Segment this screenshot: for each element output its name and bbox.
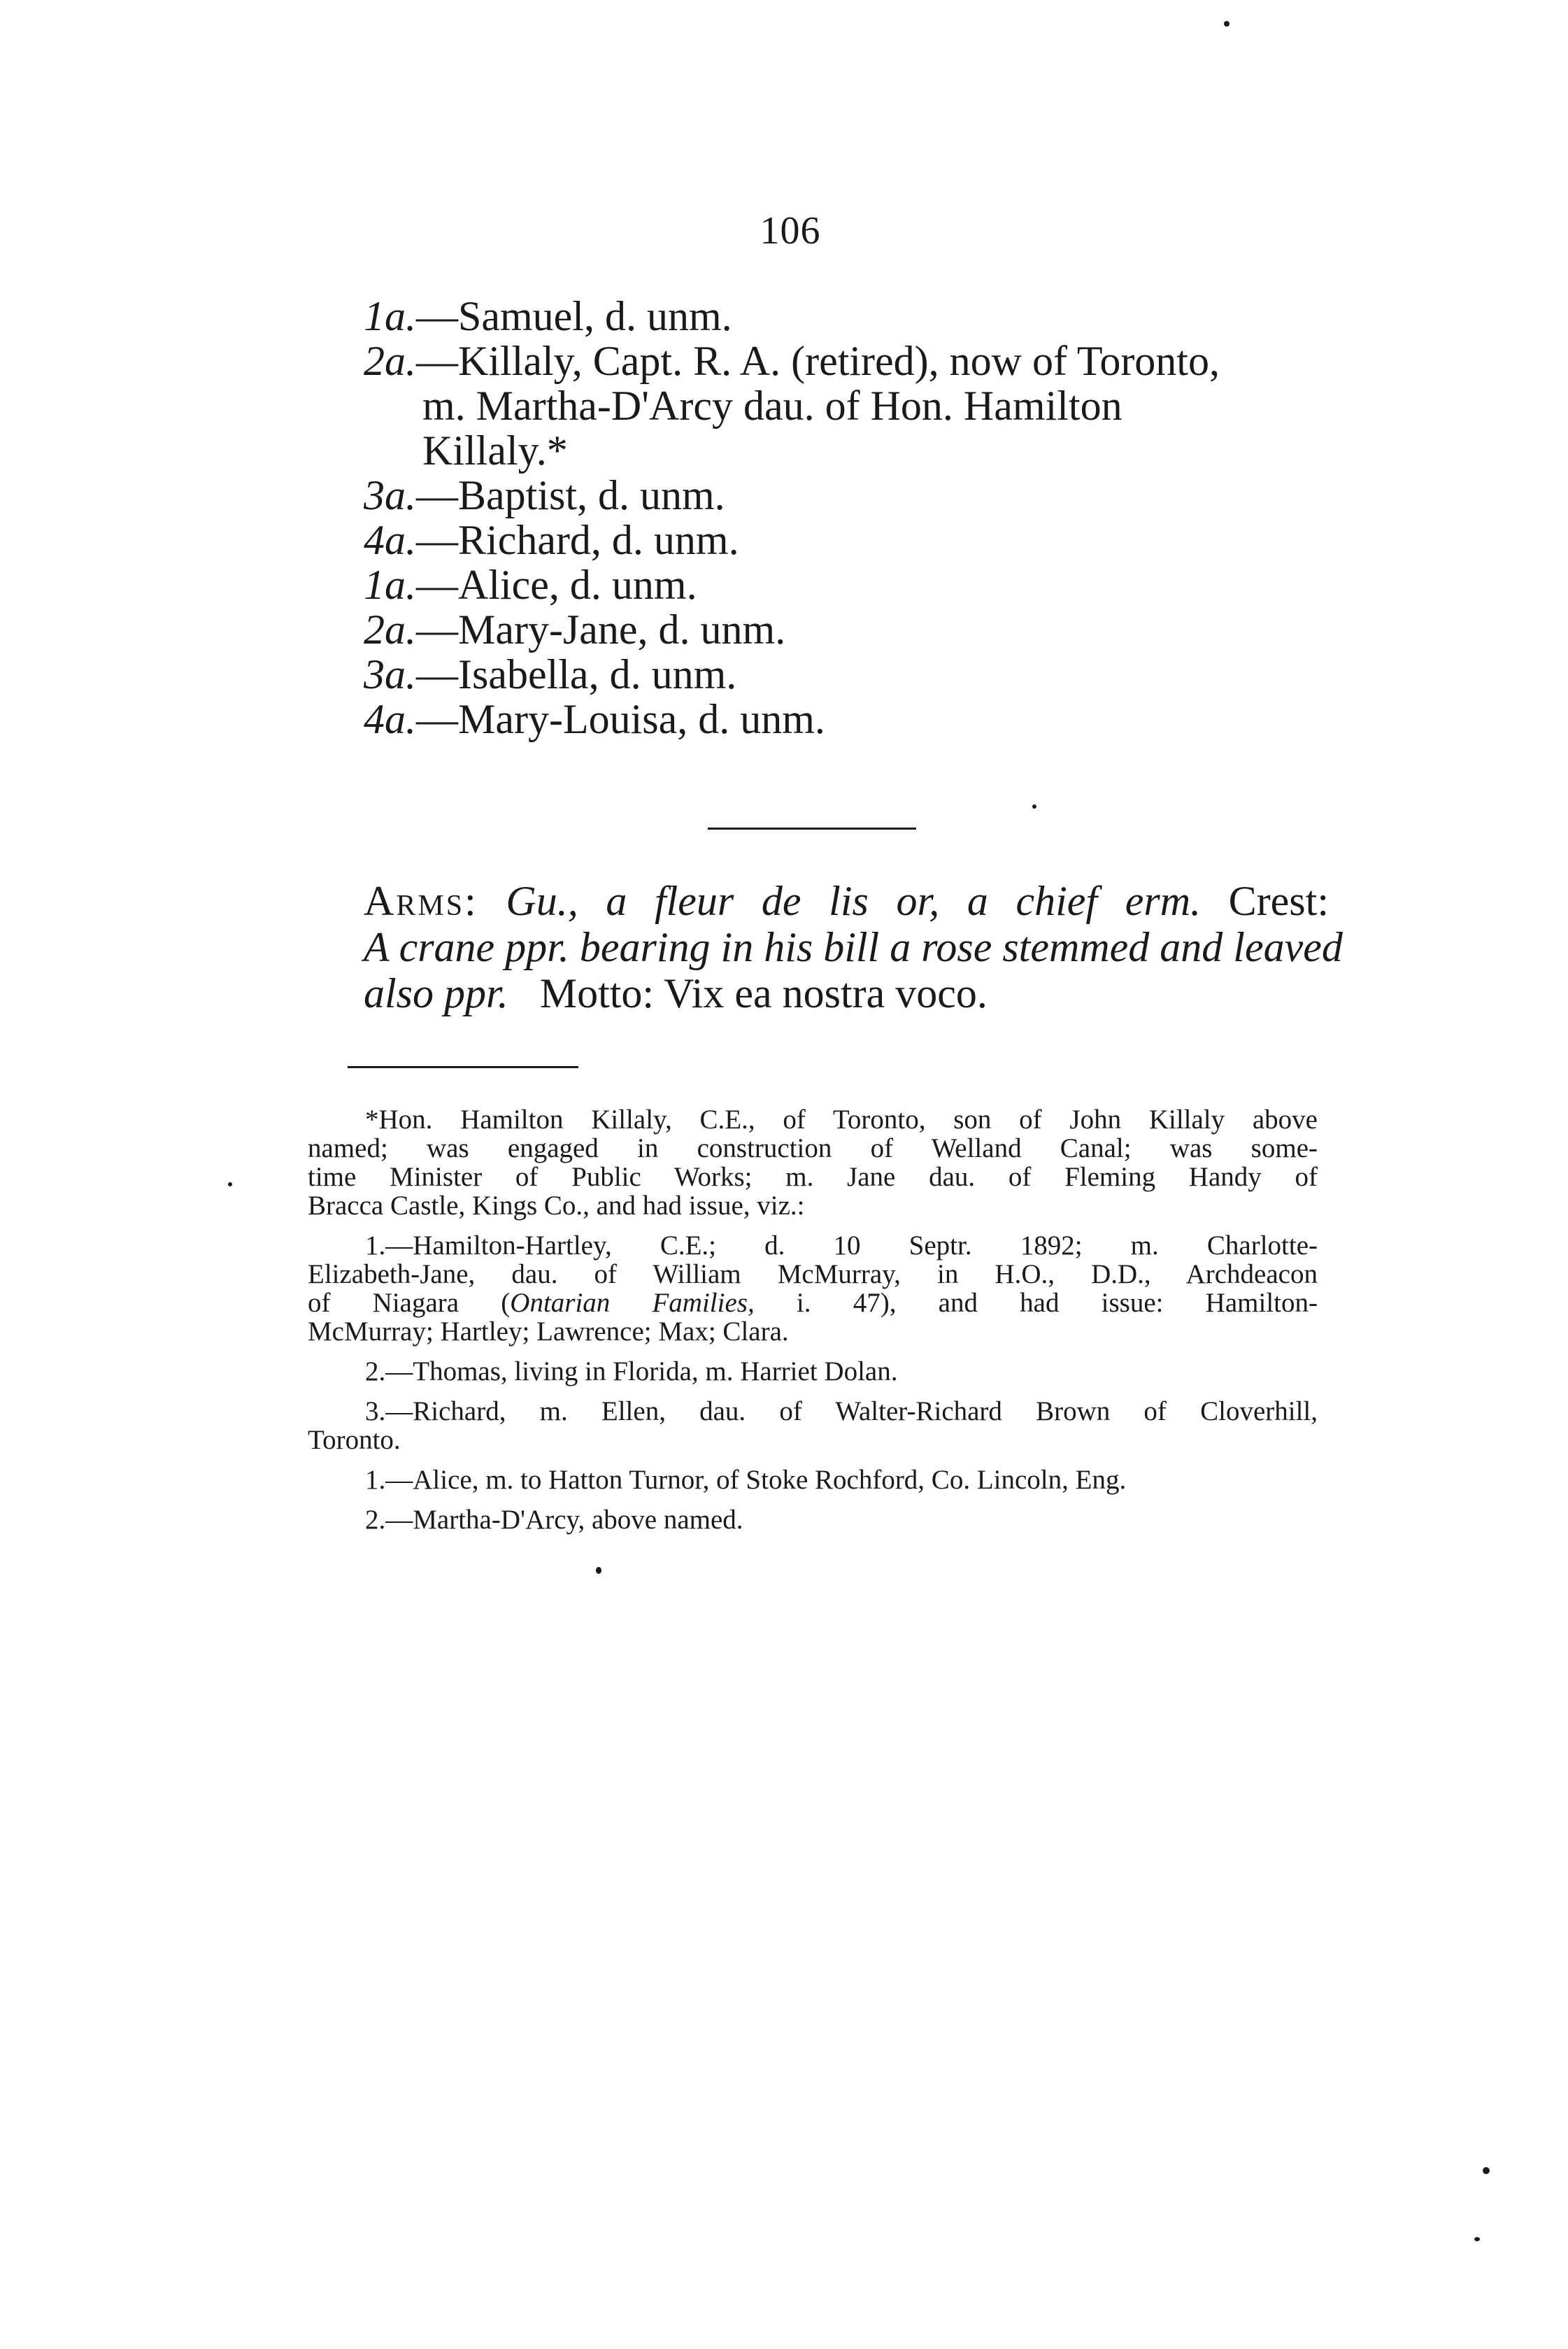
footnote-line: time Minister of Public Works; m. Jane dau. of Fleming Handy of [308, 1162, 1318, 1192]
crest-line: A crane ppr. bearing in his bill a rose stemmed and leaved [364, 924, 1343, 970]
arms-block [364, 878, 1343, 1016]
footnote-line: named; was engaged in construction of Welland Canal; was some- [308, 1133, 1318, 1163]
entry-line: 1a.—Alice, d. unm. [364, 562, 697, 608]
scan-speck [1474, 2237, 1480, 2241]
entry-line: 3a.—Isabella, d. unm. [364, 651, 737, 697]
footnote-line: Bracca Castle, Kings Co., and had issue, viz.: [308, 1191, 805, 1221]
footnote-issue-line: McMurray; Hartley; Lawrence; Max; Clara. [308, 1317, 789, 1347]
motto-text: Vix ea nostra voco. [664, 970, 988, 1016]
scan-speck [1224, 21, 1230, 27]
footnote-issue-line: 2.—Thomas, living in Florida, m. Harriet Dolan. [365, 1356, 898, 1386]
entry-line: 4a.—Mary-Louisa, d. unm. [364, 696, 825, 742]
footnote-divider [348, 1066, 578, 1068]
entry-line: 3a.—Baptist, d. unm. [364, 472, 725, 518]
entry-continuation: Killaly.* [422, 427, 568, 474]
entry-line: 1a.—Samuel, d. unm. [364, 293, 732, 339]
footnote-issue-line: of Niagara (Ontarian Families, i. 47), and had issue: Hamilton- [308, 1288, 1318, 1318]
arms-label: Arms: [364, 878, 478, 924]
footnote [308, 1105, 1318, 1534]
entry-line: 2a.—Killaly, Capt. R. A. (retired), now of Toronto, [364, 338, 1220, 384]
footnote-line: *Hon. Hamilton Killaly, C.E., of Toronto, son of John Killaly above [365, 1105, 1318, 1135]
footnote-issue-line: Toronto. [308, 1425, 401, 1455]
genealogy-entries [364, 294, 1329, 741]
arms-line [364, 878, 1329, 924]
footnote-issue-line: 1.—Hamilton-Hartley, C.E.; d. 10 Septr. 1892; m. Charlotte- [365, 1230, 1318, 1261]
footnote-issue-line: Elizabeth-Jane, dau. of William McMurray, in H.O., D.D., Archdeacon [308, 1259, 1318, 1289]
motto-line: also ppr. Motto: Vix ea nostra voco. [364, 970, 988, 1016]
scan-speck [1032, 804, 1036, 809]
motto-label: Motto: [539, 970, 655, 1016]
footnote-daughter-line: 1.—Alice, m. to Hatton Turnor, of Stoke Rochford, Co. Lincoln, Eng. [365, 1465, 1127, 1495]
scan-speck [1483, 2167, 1490, 2174]
arms-blazon: Gu., a fleur de lis or, a chief erm. [506, 878, 1202, 924]
scan-speck [596, 1567, 601, 1574]
scan-speck [228, 1182, 232, 1186]
footnote-daughter-line: 2.—Martha-D'Arcy, above named. [365, 1505, 743, 1535]
page-number: 106 [760, 209, 821, 253]
entry-line: 2a.—Mary-Jane, d. unm. [364, 606, 786, 653]
entry-line: 4a.—Richard, d. unm. [364, 517, 739, 563]
entry-continuation: m. Martha-D'Arcy dau. of Hon. Hamilton [422, 383, 1122, 429]
section-divider [708, 828, 916, 830]
footnote-issue-line: 3.—Richard, m. Ellen, dau. of Walter-Richard Brown of Cloverhill, [365, 1396, 1318, 1426]
crest-label: Crest: [1228, 878, 1329, 924]
